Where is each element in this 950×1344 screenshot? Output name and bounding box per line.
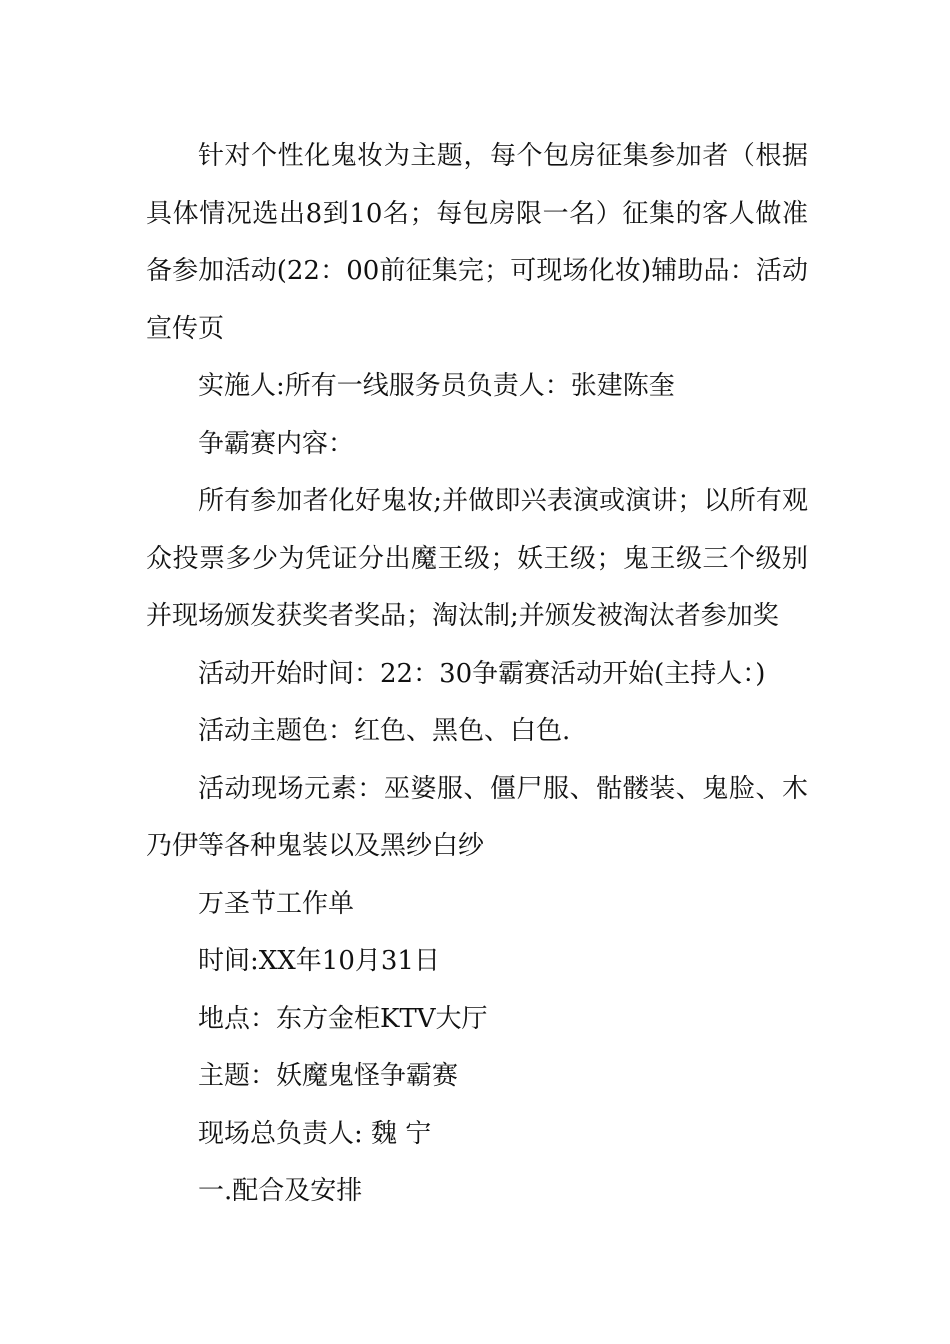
paragraph-theme-colors: 活动主题色：红色、黑色、白色. <box>198 716 571 746</box>
paragraph-start-time: 活动开始时间：22：30争霸赛活动开始(主持人：) <box>198 658 766 689</box>
paragraph-implementers: 实施人:所有一线服务员负责人：张建陈奎 <box>198 371 675 401</box>
document-body <box>146 128 808 1221</box>
paragraph-person-in-charge: 现场总负责人: 魏 宁 <box>198 1118 432 1149</box>
paragraph-work-order-title: 万圣节工作单 <box>198 888 355 919</box>
paragraph-venue-elements: 活动现场元素：巫婆服、僵尸服、骷髅装、鬼脸、木乃伊等各种鬼装以及黑纱白纱 <box>146 773 808 861</box>
paragraph-ghost-makeup-theme: 针对个性化鬼妆为主题，每个包房征集参加者（根据具体情况选出8到10名；每包房限一名）征集的客人做准备参加活动(22：00前征集完；可现场化妆)辅助品：活动宣传页 <box>146 141 808 344</box>
paragraph-contest-rules: 所有参加者化好鬼妆;并做即兴表演或演讲；以所有观众投票多少为凭证分出魔王级；妖王级；鬼王级三个级别并现场颁发获奖者奖品；淘汰制;并颁发被淘汰者参加奖 <box>146 486 808 631</box>
paragraph-location: 地点：东方金柜KTV大厅 <box>198 1003 488 1034</box>
paragraph-time: 时间:XX年10月31日 <box>198 946 440 976</box>
paragraph-section-arrangement: 一.配合及安排 <box>198 1176 363 1206</box>
paragraph-theme: 主题：妖魔鬼怪争霸赛 <box>198 1061 459 1091</box>
paragraph-contest-content-heading: 争霸赛内容： <box>198 428 355 459</box>
